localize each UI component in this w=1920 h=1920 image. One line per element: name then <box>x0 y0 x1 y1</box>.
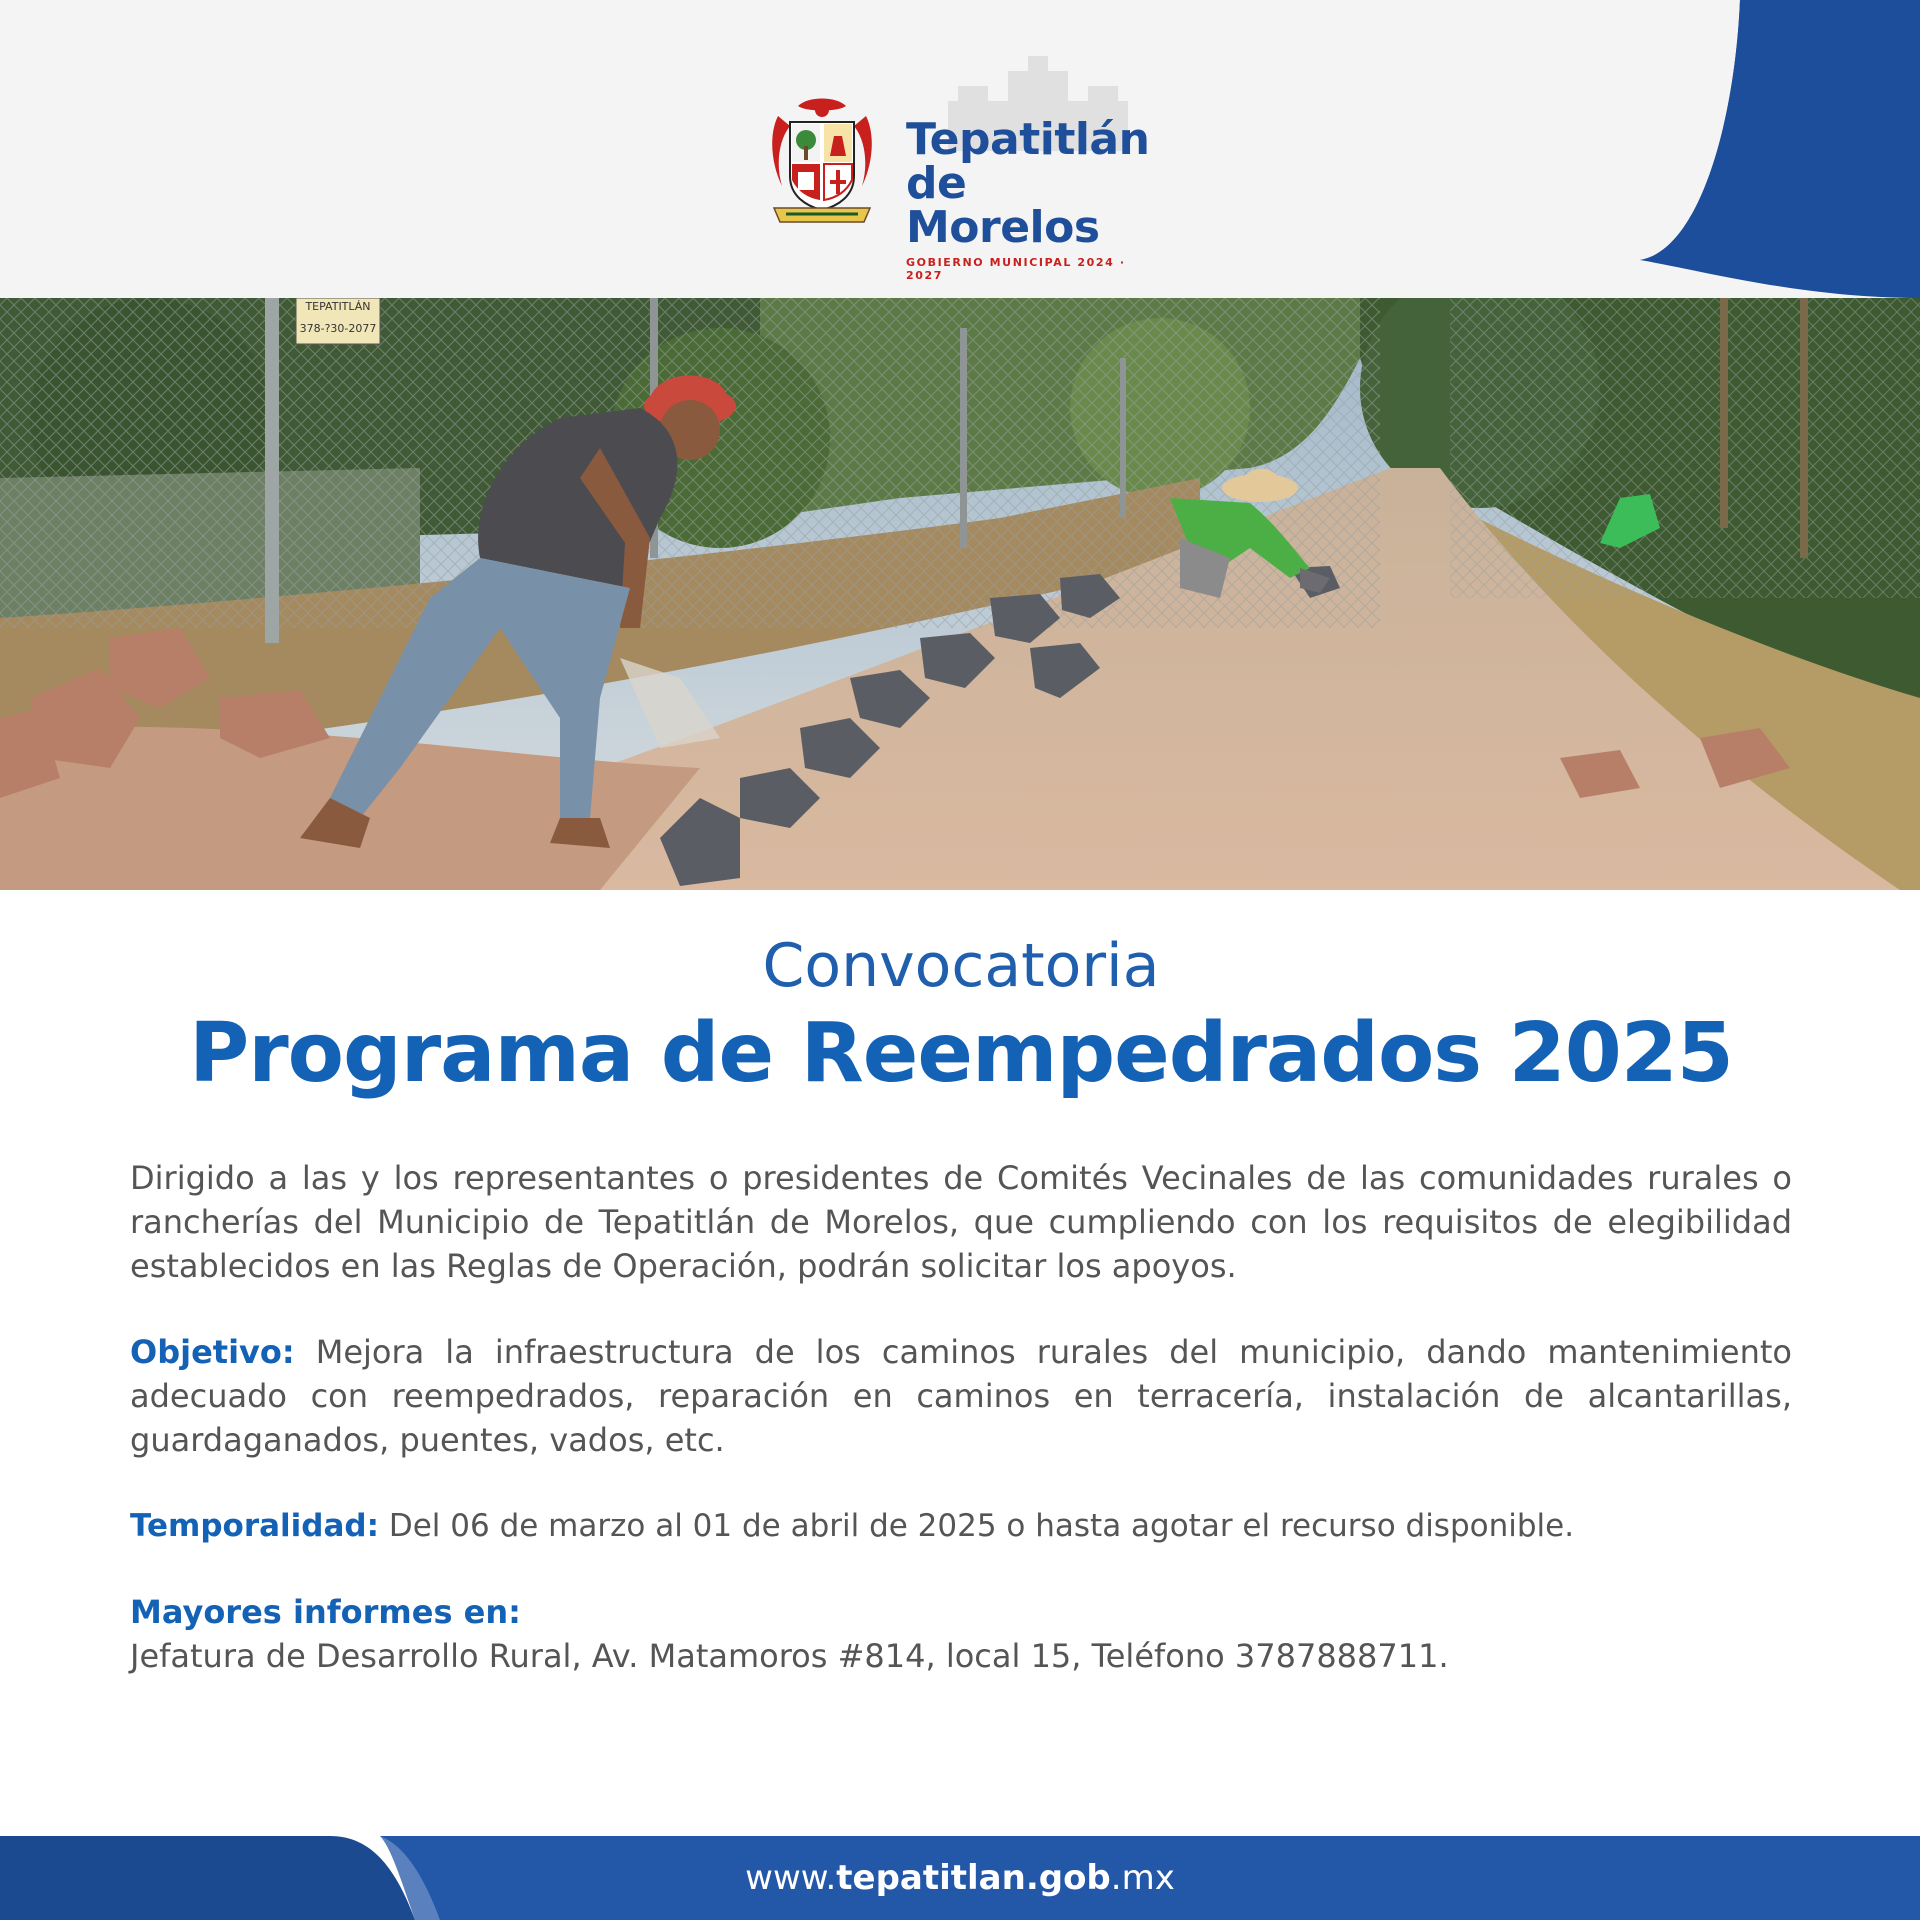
logo-line2: de Morelos <box>906 158 1100 253</box>
logo-subtitle: GOBIERNO MUNICIPAL 2024 · 2027 <box>906 256 1126 282</box>
fence-sign-text: TEPATITLÁN <box>305 300 371 313</box>
municipal-logo <box>768 96 1168 282</box>
logo-wordmark <box>906 114 1168 282</box>
objetivo-text: Mejora la infraestructura de los caminos rurales del municipio, dando mantenimiento adecuado con reempedrados, reparación en caminos en terracería, instalación de alcantarillas, guardaganados, puentes, vados, etc. <box>130 1333 1793 1459</box>
content <box>130 930 1792 1678</box>
temporalidad-text: Del 06 de marzo al 01 de abril de 2025 o hasta agotar el recurso disponible. <box>388 1508 1575 1544</box>
informes-label: Mayores informes en: <box>130 1593 521 1631</box>
footer <box>0 1836 1920 1920</box>
informes-text: Jefatura de Desarrollo Rural, Av. Matamoros #814, local 15, Teléfono 3787888711. <box>130 1637 1449 1675</box>
informes-paragraph <box>130 1590 1792 1678</box>
objetivo-paragraph <box>130 1330 1792 1462</box>
page-title: Programa de Reempedrados 2025 <box>189 1006 1733 1101</box>
kicker: Convocatoria <box>762 931 1160 1001</box>
temporalidad-label: Temporalidad: <box>130 1508 379 1544</box>
objetivo-label: Objetivo: <box>130 1333 295 1371</box>
coat-of-arms-icon <box>768 96 876 226</box>
road-workers-photo <box>0 298 1920 890</box>
url-suffix: .mx <box>1110 1858 1175 1898</box>
header <box>0 0 1920 298</box>
logo-line1: Tepatitlán <box>906 114 1150 165</box>
url-domain: tepatitlan.gob <box>836 1858 1111 1898</box>
fence-sign-phone: 378-?30-2077 <box>299 322 377 335</box>
temporalidad-paragraph <box>130 1504 1792 1548</box>
url-prefix: www. <box>745 1858 837 1898</box>
website-link[interactable] <box>0 1836 1920 1920</box>
hero-photo <box>0 298 1920 890</box>
intro-paragraph: Dirigido a las y los representantes o presidentes de Comités Vecinales de las comunidades rurales o rancherías del Municipio de Tepatitlán de Morelos, que cumpliendo con los requisitos de elegibilidad establecidos en las Reglas de Operación, podrán solicitar los apoyos. <box>130 1159 1792 1285</box>
